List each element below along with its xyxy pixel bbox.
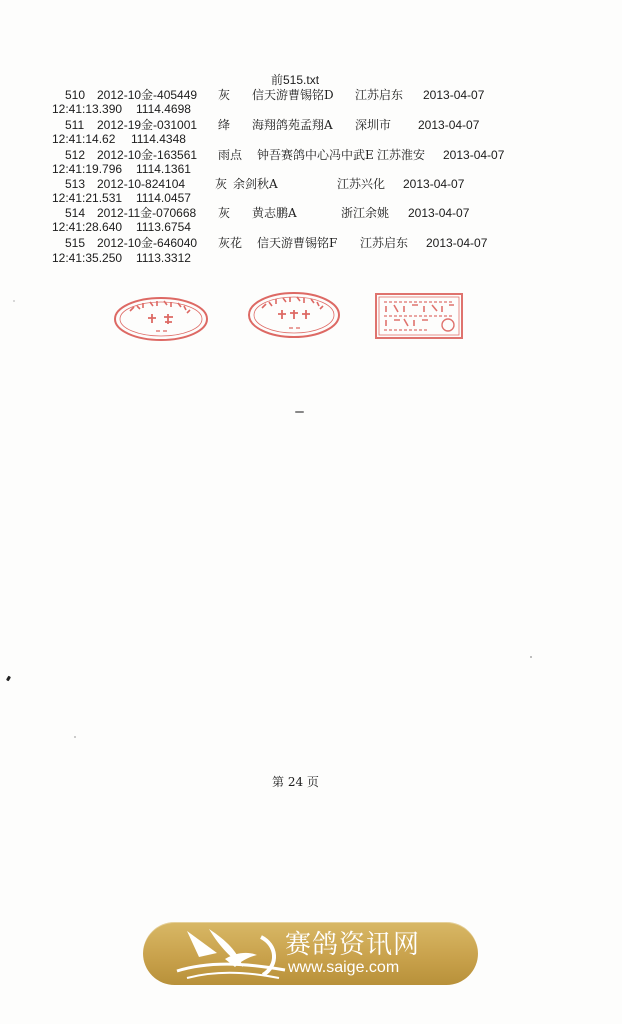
scan-speck [6, 676, 11, 682]
record-time: 12:41:21.531 [52, 191, 123, 205]
scan-speck [530, 656, 532, 658]
record-speed: 1113.6754 [136, 220, 191, 234]
record-speed: 1114.4348 [131, 132, 186, 146]
record-region: 江苏兴化 [337, 177, 386, 191]
square-stamp-icon [374, 292, 464, 340]
record-ring: 2012-10金-646040 [97, 236, 198, 250]
record-date: 2013-04-07 [423, 88, 485, 102]
record-speed: 1114.0457 [136, 191, 191, 205]
record-speed: 1113.3312 [136, 251, 191, 265]
scan-speck [74, 736, 76, 738]
file-title: 前515.txt [271, 73, 320, 87]
record-time: 12:41:19.796 [52, 162, 123, 176]
record-ring: 2012-10-824104 [97, 177, 186, 191]
record-color: 绛 [218, 118, 231, 132]
record-ring: 2012-10金-405449 [97, 88, 198, 102]
record-color: 灰 [218, 88, 231, 102]
pigeon-logo-icon [165, 923, 295, 983]
record-color: 雨点 [218, 148, 243, 162]
record-date: 2013-04-07 [426, 236, 488, 250]
banner-url: www.saige.com [288, 959, 400, 976]
record-owner: 余剑秋A [233, 177, 278, 191]
record-ring: 2012-11金-070668 [97, 206, 197, 220]
record-color: 灰花 [218, 236, 243, 250]
record-no: 515 [65, 236, 86, 250]
record-time: 12:41:28.640 [52, 220, 123, 234]
record-no: 511 [65, 118, 85, 132]
record-ring: 2012-10金-163561 [97, 148, 198, 162]
record-date: 2013-04-07 [418, 118, 480, 132]
record-ring: 2012-19金-031001 [97, 118, 198, 132]
scan-speck [13, 300, 15, 302]
record-no: 513 [65, 177, 86, 191]
record-region: 江苏启东 [360, 236, 409, 250]
record-row [0, 89, 622, 119]
banner-site-name: 赛鸽资讯网 [285, 930, 421, 960]
page-number: 第 24 页 [272, 775, 319, 789]
record-region: 江苏启东 [355, 88, 404, 102]
scan-speck [295, 411, 304, 413]
record-owner: 海翔鸽苑孟翔A [252, 118, 333, 132]
record-row [0, 178, 622, 208]
record-date: 2013-04-07 [408, 206, 470, 220]
record-color: 灰 [215, 177, 228, 191]
record-row [0, 149, 622, 179]
oval-stamp-icon [112, 295, 210, 343]
record-row [0, 207, 622, 237]
record-time: 12:41:13.390 [52, 102, 123, 116]
record-owner: 信天游曹锡铭D [252, 88, 334, 102]
record-owner: 信天游曹锡铭F [257, 236, 338, 250]
record-no: 514 [65, 206, 86, 220]
record-no: 512 [65, 148, 86, 162]
record-region: 浙江余姚 [341, 206, 390, 220]
record-owner: 钟吾赛鸽中心冯中武E [257, 148, 374, 162]
oval-stamp-icon [246, 290, 342, 340]
record-color: 灰 [218, 206, 231, 220]
record-owner: 黄志鹏A [252, 206, 297, 220]
record-speed: 1114.4698 [136, 102, 191, 116]
site-watermark-banner [143, 922, 478, 985]
record-date: 2013-04-07 [403, 177, 465, 191]
record-no: 510 [65, 88, 86, 102]
record-region: 江苏淮安 [377, 148, 426, 162]
record-row [0, 237, 622, 267]
record-row [0, 119, 622, 149]
record-time: 12:41:35.250 [52, 251, 123, 265]
record-date: 2013-04-07 [443, 148, 505, 162]
record-speed: 1114.1361 [136, 162, 191, 176]
record-region: 深圳市 [355, 118, 392, 132]
record-time: 12:41:14.62 [52, 132, 116, 146]
